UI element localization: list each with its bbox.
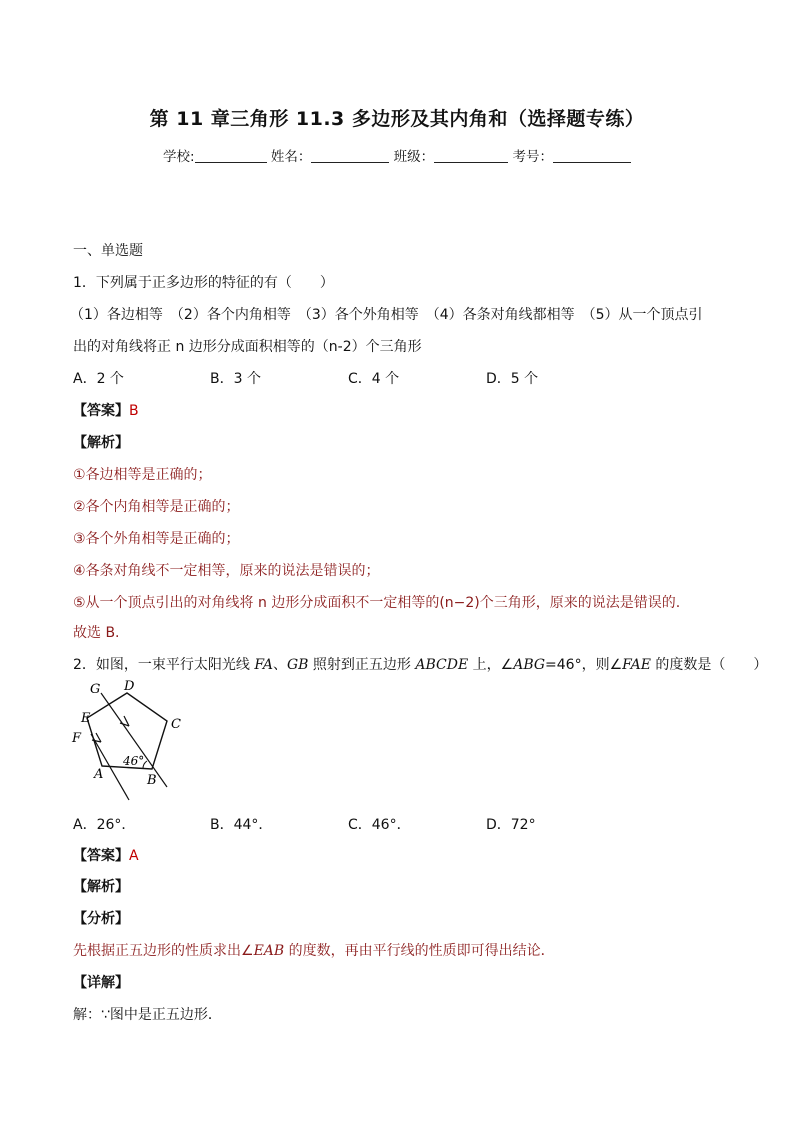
q1-answer [73, 400, 139, 420]
q1-answer-label: 【答案】 [73, 403, 129, 419]
q2-stem-gb: GB [286, 657, 309, 673]
class-label: 班级： [393, 149, 435, 165]
label-d: D [124, 679, 135, 694]
q2-fenxi-label: 【分析】 [73, 911, 129, 927]
q1-analysis-line: ⑤从一个顶点引出的对角线将 n 边形分成面积不一定相等的(n−2)个三角形，原来的说法是错误的. [73, 595, 681, 611]
q2-fenxi-text [73, 940, 555, 960]
label-e: E [81, 711, 91, 726]
q1-analysis-label: 【解析】 [73, 435, 129, 451]
q1-option-c[interactable]: C．4 个 [348, 371, 400, 387]
q2-stem-abg: ABG [513, 657, 546, 673]
q2-fenxi-part: 先根据正五边形的性质求出∠ [73, 943, 254, 959]
school-label: 学校: [163, 149, 195, 165]
q2-fenxi-eab: EAB [253, 943, 285, 959]
q2-analysis-label: 【解析】 [73, 879, 129, 895]
sunray-gb [101, 693, 167, 787]
name-label: 姓名： [270, 149, 312, 165]
q2-stem-text: 照射到正五边形 [308, 657, 416, 673]
label-c: C [171, 717, 181, 732]
label-a: A [94, 767, 104, 782]
q1-stem: 1．下列属于正多边形的特征的有（ ） [73, 275, 334, 291]
q1-conclusion: 故选 B. [73, 625, 120, 641]
q2-stem-text: 、 [272, 657, 287, 673]
q2-stem-fae: FAE [622, 657, 651, 673]
q2-option-a[interactable]: A．26°． [73, 817, 136, 833]
q1-option-a[interactable]: A．2 个 [73, 371, 124, 387]
q2-detail-label: 【详解】 [73, 975, 129, 991]
page-title: 第 11 章三角形 11.3 多边形及其内角和（选择题专练） [149, 108, 645, 130]
q1-answer-value: B [129, 403, 139, 419]
student-info-line [163, 145, 631, 165]
q1-analysis-line: ②各个内角相等是正确的； [73, 499, 240, 515]
q2-stem [73, 654, 767, 674]
q2-fenxi-part: 的度数，再由平行线的性质即可得出结论． [284, 943, 555, 959]
q2-answer-label: 【答案】 [73, 848, 129, 864]
label-g: G [90, 682, 101, 697]
exam-number-blank[interactable] [553, 148, 631, 163]
q2-stem-text: 上，∠ [468, 657, 514, 673]
name-blank[interactable] [311, 148, 389, 163]
q1-conditions-line2: 出的对角线将正 n 边形分成面积相等的（n-2）个三角形 [73, 339, 422, 355]
q2-option-d[interactable]: D．72° [486, 817, 536, 833]
q2-stem-text: =46°，则∠ [545, 657, 623, 673]
q2-answer [73, 845, 139, 865]
school-blank[interactable] [195, 148, 267, 163]
q1-option-d[interactable]: D．5 个 [486, 371, 539, 387]
q2-stem-abcde: ABCDE [415, 657, 469, 673]
pentagon-figure [68, 676, 208, 804]
q2-stem-fa: FA [254, 657, 273, 673]
q2-stem-text: 的度数是（ ） [650, 657, 768, 673]
label-f: F [72, 731, 82, 746]
q2-option-b[interactable]: B．44°． [210, 817, 273, 833]
angle-label: 46° [123, 754, 145, 768]
label-b: B [147, 773, 157, 788]
q1-option-b[interactable]: B．3 个 [210, 371, 261, 387]
q2-stem-text: 2．如图，一束平行太阳光线 [73, 657, 255, 673]
q1-analysis-line: ④各条对角线不一定相等，原来的说法是错误的； [73, 563, 380, 579]
q2-answer-value: A [129, 848, 139, 864]
q1-analysis-line: ①各边相等是正确的； [73, 467, 212, 483]
class-blank[interactable] [434, 148, 508, 163]
q1-conditions-line1: （1）各边相等 （2）各个内角相等 （3）各个外角相等 （4）各条对角线都相等 （5）从一个顶点引 [70, 307, 703, 323]
q1-analysis-line: ③各个外角相等是正确的； [73, 531, 240, 547]
q2-option-c[interactable]: C．46°． [348, 817, 411, 833]
section-heading: 一、单选题 [73, 243, 143, 259]
q2-detail-text: 解：∵图中是正五边形． [73, 1007, 222, 1023]
exam-number-label: 考号： [512, 149, 553, 165]
